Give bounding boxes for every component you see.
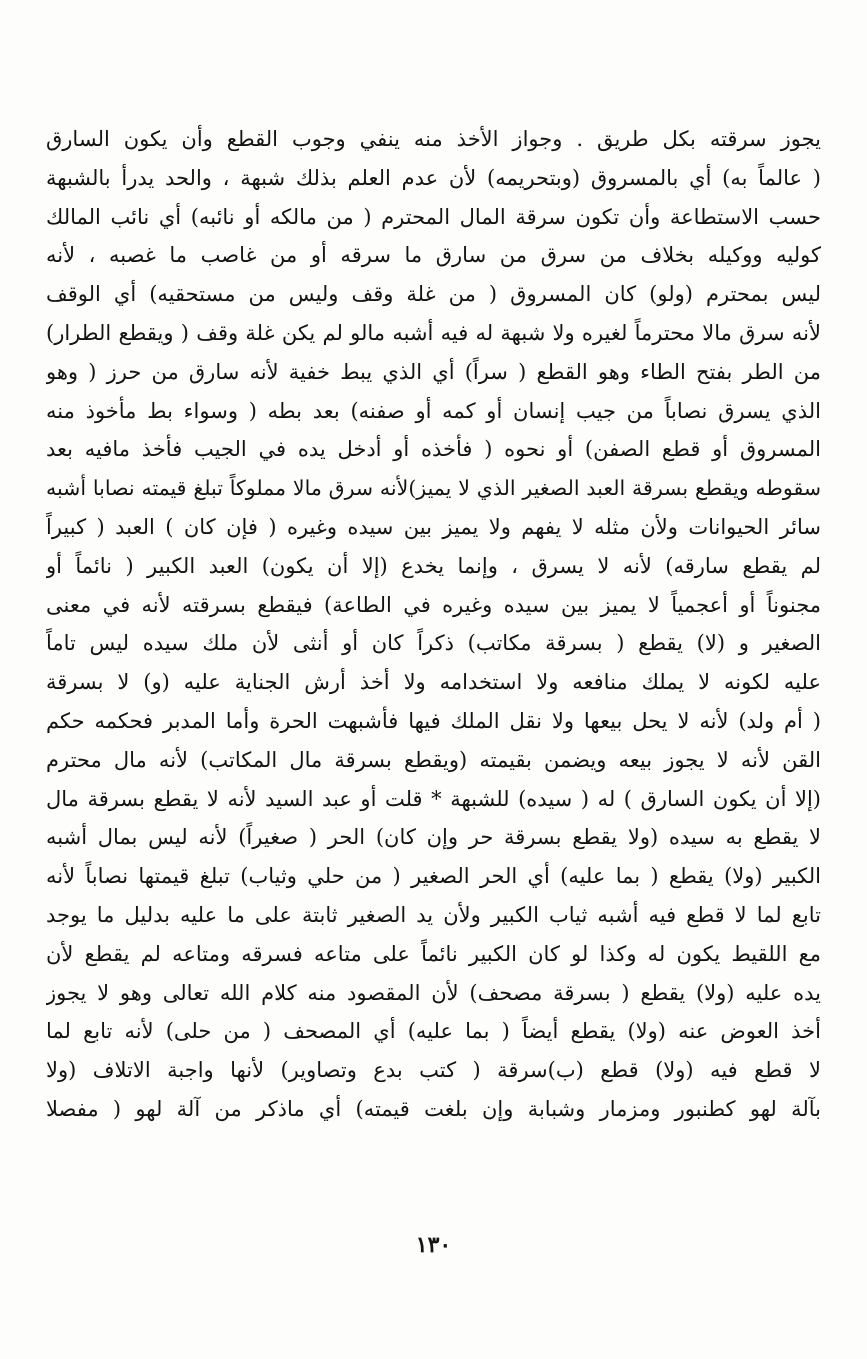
text-line: المسروق أو قطع الصفن) أو نحوه ( فأخذه أو أدخل يده في الجيب فأخذ مافيه بعد	[46, 437, 821, 462]
text-line: مع اللقيط يكون له وكذا لو كان الكبير نائماً على متاعه فسرقه ومتاعه لم يقطع لأن	[46, 941, 821, 966]
text-line: لم يقطع سارقه) لأنه لا يسرق ، وإنما يخدع (إلا أن يكون) العبد الكبير ( نائماً أو	[46, 553, 821, 578]
page-body-text	[46, 120, 821, 1129]
text-line: ( أم ولد) لأنه لا يحل بيعها ولا نقل الملك فيها فأشبهت الحرة وأما المدبر فحكمه حكم	[46, 708, 821, 733]
text-line: الصغير و (لا) يقطع ( بسرقة مكاتب) ذكراً كان أو أنثى لأن ملك سيده ليس تاماً	[46, 631, 821, 656]
text-line: الذي يسرق نصاباً من جيب إنسان أو كمه أو صفنه) بعد بطه ( وسواء بط مأخوذ منه	[46, 398, 821, 423]
text-line: ( عالماً به) أي بالمسروق (وبتحريمه) لأن عدم العلم بذلك شبهة ، والحد يدرأ بالشبهة	[46, 165, 821, 190]
text-line: يده عليه (ولا) يقطع ( بسرقة مصحف) لأن المقصود منه كلام الله تعالى وهو لا يجوز	[46, 980, 821, 1005]
text-line: لا قطع فيه (ولا) قطع (ب)سرقة ( كتب بدع وتصاوير) لأنها واجبة الاتلاف (ولا	[46, 1058, 821, 1083]
text-line: لا يقطع به سيده (ولا يقطع بسرقة حر وإن كان) الحر ( صغيراً) لأنه ليس بمال أشبه	[46, 825, 821, 850]
text-line: سقوطه ويقطع بسرقة العبد الصغير الذي لا يميز)لأنه سرق مالا مملوكاً تبلغ قيمته نصابا أشبه	[46, 476, 821, 501]
text-line: حسب الاستطاعة وأن تكون سرقة المال المحترم ( من مالكه أو نائبه) أي نائب المالك	[46, 204, 821, 229]
page-number: ١٣٠	[415, 1232, 452, 1258]
text-line: كوليه ووكيله بخلاف من سرق من سارق ما سرقه أو من غاصب ما غصبه ، لأنه	[46, 243, 821, 268]
text-line: أخذ العوض عنه (ولا) يقطع أيضاً ( بما عليه) أي المصحف ( من حلى) لأنه تابع لما	[46, 1019, 821, 1044]
text-line: لأنه سرق مالا محترماً لغيره ولا شبهة له فيه أشبه مالو لم يكن غلة وقف ( ويقطع الطرار)	[46, 320, 821, 345]
text-line: بآلة لهو كطنبور ومزمار وشبابة وإن بلغت قيمته) أي ماذكر من آلة لهو ( مفصلا	[46, 1096, 821, 1121]
text-line: عليه لكونه لا يملك منافعه ولا استخدامه ولا أخذ أرش الجناية عليه (و) لا بسرقة	[46, 670, 821, 695]
text-line: ليس بمحترم (ولو) كان المسروق ( من غلة وقف وليس من مستحقيه) أي الوقف	[46, 282, 821, 307]
text-line: يجوز سرقته بكل طريق . وجواز الأخذ منه ينفي وجوب القطع وأن يكون السارق	[46, 127, 821, 151]
text-line: تابع لما لا قطع فيه أشبه ثياب الكبير ولأن يد الصغير ثابتة على ما عليه بدليل ما يوجد	[46, 902, 821, 927]
text-line: القن لأنه لا يجوز بيعه ويضمن بقيمته (ويقطع بسرقة مال المكاتب) لأنه مال محترم	[46, 747, 821, 772]
text-line: مجنوناً أو أعجمياً لا يميز بين سيده وغيره في الطاعة) فيقطع بسرقته لأنه في معنى	[46, 592, 821, 617]
text-line: (إلا أن يكون السارق ) له ( سيده) للشبهة * قلت أو عبد السيد لأنه لا يقطع بسرقة مال	[46, 786, 821, 811]
text-line: سائر الحيوانات ولأن مثله لا يفهم ولا يميز بين سيده وغيره ( فإن كان ) العبد ( كبيراً	[46, 514, 821, 539]
text-line: الكبير (ولا) يقطع ( بما عليه) أي الحر الصغير ( من حلي وثياب) تبلغ قيمتها نصاباً لأنه	[46, 864, 821, 889]
text-line: من الطر بفتح الطاء وهو القطع ( سراً) أي الذي يبط خفية لأنه سارق من حرز ( وهو	[46, 359, 821, 384]
